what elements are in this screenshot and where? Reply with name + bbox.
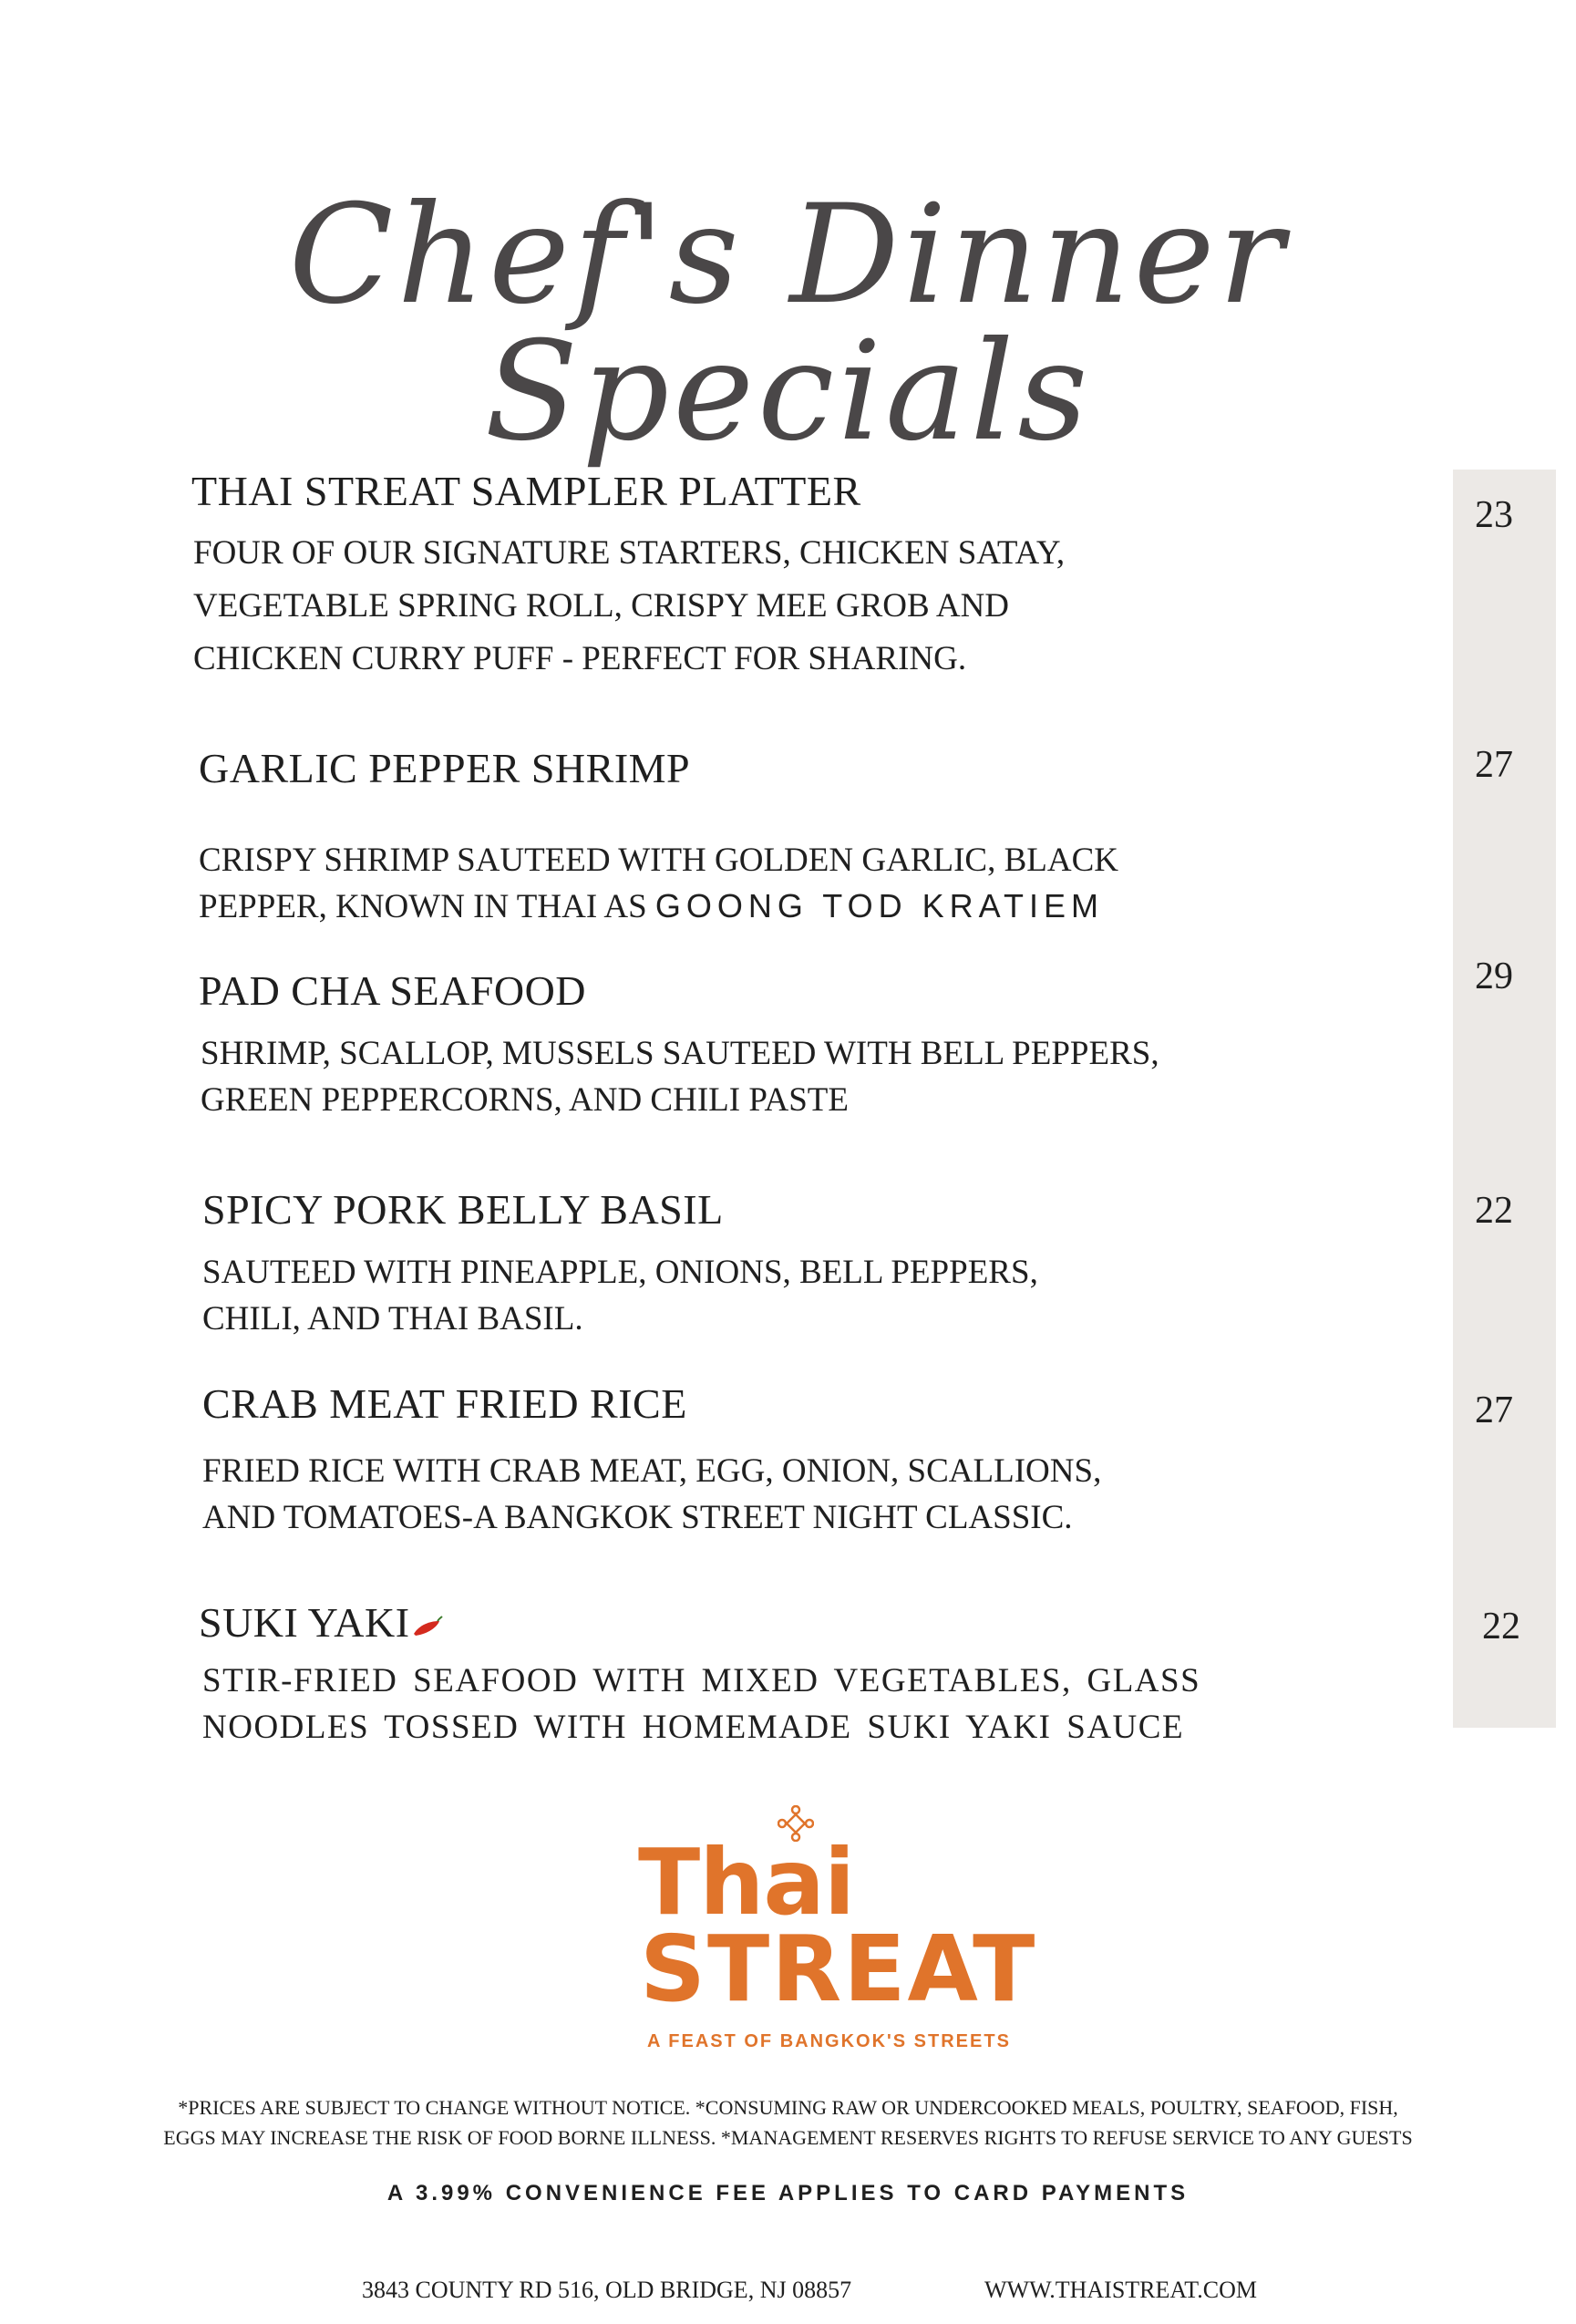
item-desc-line: SAUTEED WITH PINEAPPLE, ONIONS, BELL PEPPERS, [202, 1254, 1038, 1291]
item-desc-line: FRIED RICE WITH CRAB MEAT, EGG, ONION, SCALLIONS, [202, 1452, 1102, 1490]
item-desc-line: PEPPER, KNOWN IN THAI AS GOONG TOD KRATIEM [199, 887, 1104, 925]
item-price: 22 [1475, 1190, 1513, 1232]
price-column-background [1453, 470, 1556, 1728]
logo-word-thai: Thai [638, 1829, 855, 1936]
item-desc-line: GREEN PEPPERCORNS, AND CHILI PASTE [201, 1081, 850, 1119]
logo-word-streat: STREAT [640, 1916, 1037, 2022]
item-price: 23 [1475, 494, 1513, 536]
item-price: 27 [1475, 1389, 1513, 1431]
item-desc-line: CRISPY SHRIMP SAUTEED WITH GOLDEN GARLIC, BLACK [199, 842, 1118, 879]
disclaimer-line: EGGS MAY INCREASE THE RISK OF FOOD BORNE ILLNESS. *MANAGEMENT RESERVES RIGHTS TO REFUSE SERVICE TO ANY GUESTS [163, 2126, 1413, 2149]
footer-website[interactable]: WWW.THAISTREAT.COM [984, 2277, 1257, 2303]
item-desc-line: STIR-FRIED SEAFOOD WITH MIXED VEGETABLES, GLASS [202, 1662, 1201, 1699]
menu-title: Chef's Dinner Specials [288, 176, 1288, 471]
item-price: 27 [1475, 744, 1513, 786]
item-desc-line: AND TOMATOES-A BANGKOK STREET NIGHT CLASSIC. [202, 1499, 1073, 1536]
item-desc-line: FOUR OF OUR SIGNATURE STARTERS, CHICKEN SATAY, [193, 534, 1066, 572]
item-desc-line: SHRIMP, SCALLOP, MUSSELS SAUTEED WITH BELL PEPPERS, [201, 1035, 1159, 1072]
chili-pepper-icon [412, 1616, 443, 1637]
item-name-spicy-pork-belly-basil: SPICY PORK BELLY BASIL [202, 1186, 724, 1233]
logo-tagline: A FEAST OF BANGKOK'S STREETS [647, 2031, 1011, 2051]
disclaimer-line: *PRICES ARE SUBJECT TO CHANGE WITHOUT NOTICE. *CONSUMING RAW OR UNDERCOOKED MEALS, POULTRY, SEAFOOD, FISH, [178, 2096, 1398, 2119]
item-price: 29 [1475, 955, 1513, 997]
item-name-crab-meat-fried-rice: CRAB MEAT FRIED RICE [202, 1380, 687, 1427]
item-name-garlic-pepper-shrimp: GARLIC PEPPER SHRIMP [199, 745, 691, 791]
item-name-suki-yaki: SUKI YAKI [199, 1598, 443, 1647]
footer-address: 3843 COUNTY RD 516, OLD BRIDGE, NJ 08857 [362, 2277, 852, 2303]
item-desc-line: CHILI, AND THAI BASIL. [202, 1300, 583, 1338]
thai-name-highlight: GOONG TOD KRATIEM [654, 887, 1104, 924]
thai-streat-logo [629, 1801, 1037, 2061]
item-name-sampler-platter: THAI STREAT SAMPLER PLATTER [191, 468, 861, 514]
item-desc-line: CHICKEN CURRY PUFF - PERFECT FOR SHARING. [193, 640, 967, 677]
convenience-fee-notice: A 3.99% CONVENIENCE FEE APPLIES TO CARD PAYMENTS [386, 2181, 1190, 2205]
item-name-pad-cha-seafood: PAD CHA SEAFOOD [199, 967, 587, 1014]
item-desc-line: VEGETABLE SPRING ROLL, CRISPY MEE GROB AND [193, 587, 1010, 625]
item-price: 22 [1482, 1606, 1520, 1647]
item-desc-line: NOODLES TOSSED WITH HOMEMADE SUKI YAKI SAUCE [202, 1709, 1185, 1746]
